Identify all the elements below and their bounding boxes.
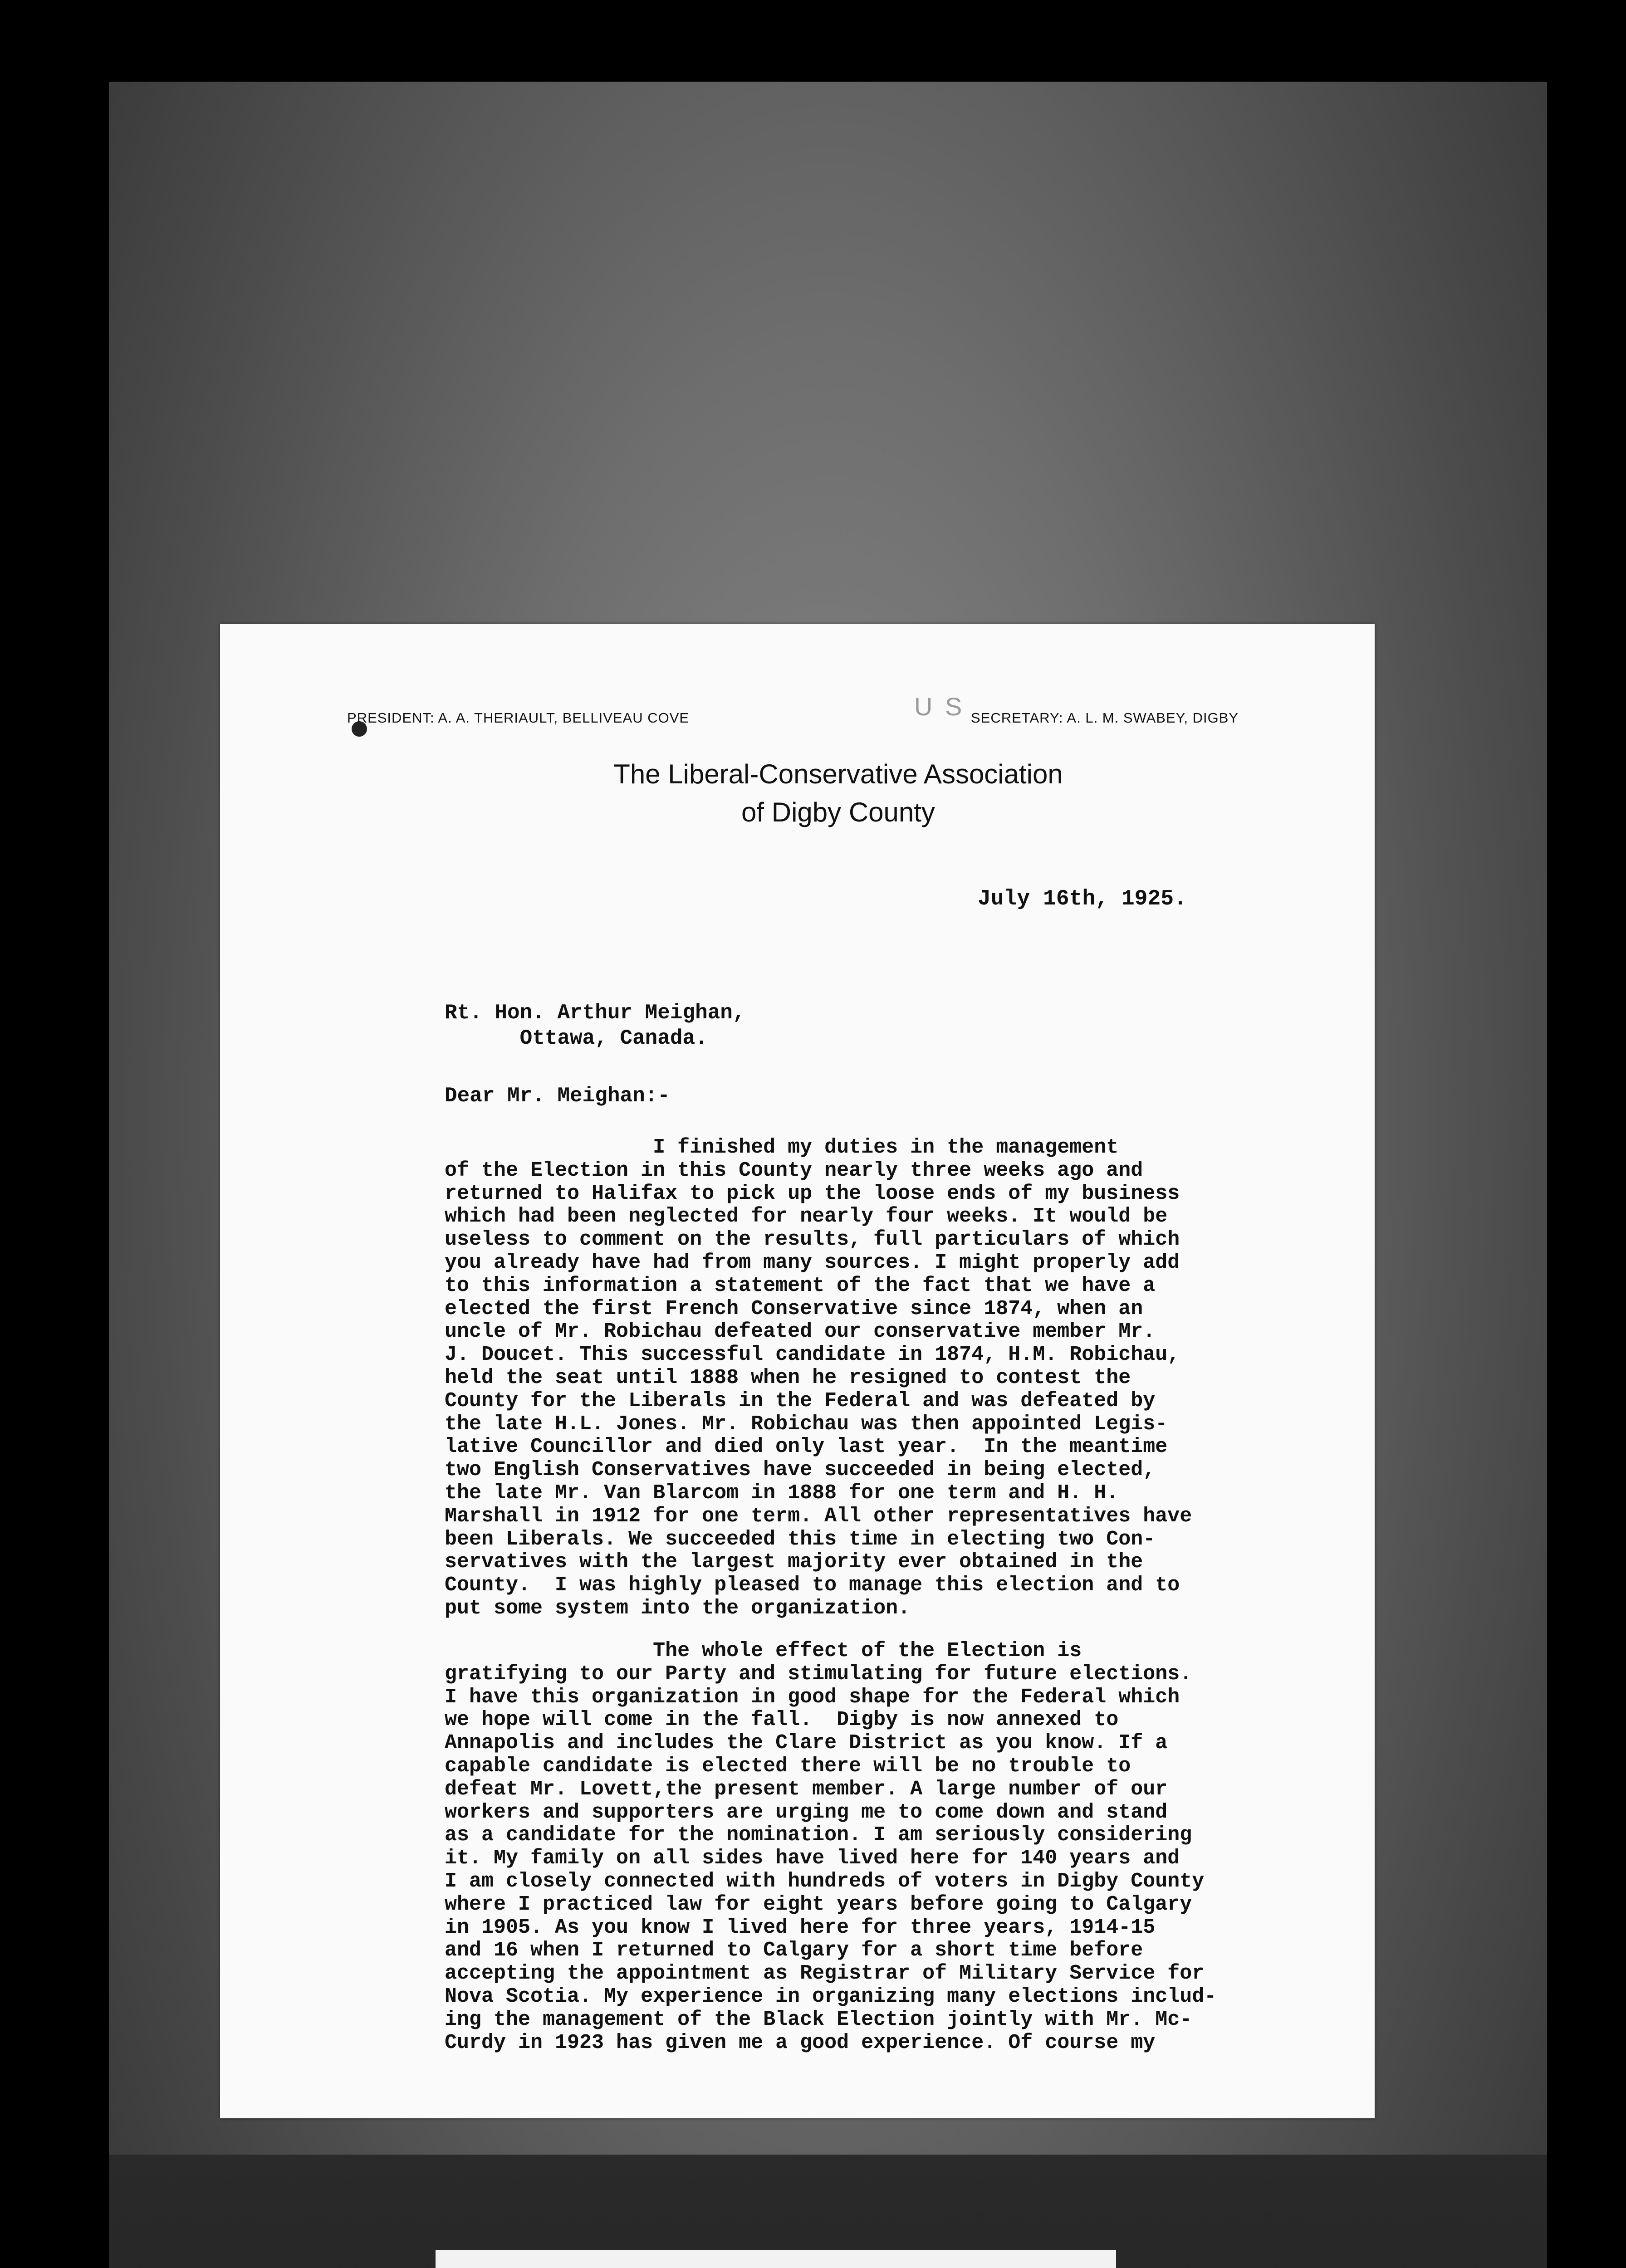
paragraph-1: I finished my duties in the management of the Election in this County nearly three weeks ago and returned to Halifax to pick up the loose ends of my business which had been neglected for nearly four weeks. It would be useless to comment on the results, full particulars of which you already have had from many sources. I might properly add to this information a statement of the fact that we have a elected the first French Conservative since 1874, when an uncle of Mr. Robichau defeated our conservative member Mr. J. Doucet. This successful candidate in 1874, H.M. Robichau, held the seat until 1888 when he resigned to contest the County for the Liberals in the Federal and was defeated by the late H.L. Jones. Mr. Robichau was then appointed Legis- lative Councillor and died only last year. In the meantime two English Conservatives have succeeded in being elected, the late Mr. Van Blarcom in 1888 for one term and H. H. Marshall in 1912 for one term. All other representatives have been Liberals. We succeeded this time in electing two Con- servatives with the largest majority ever obtained in the County. I was highly pleased to manage this election and to put some system into the organization.: [445, 1136, 1192, 1620]
letter-date: July 16th, 1925.: [978, 887, 1187, 911]
recipient-address: Rt. Hon. Arthur Meighan, Ottawa, Canada.: [445, 1001, 745, 1050]
faded-stamp: U S: [914, 692, 965, 721]
president-line: PRESIDENT: A. A. THERIAULT, BELLIVEAU COVE: [347, 710, 690, 726]
paragraph-2: The whole effect of the Election is gratifying to our Party and stimulating for future elections. I have this organization in good shape for the Federal which we hope will come in the fall. Digby is now annexed to Annapolis and includes the Clare District as you know. If a capable candidate is elected there will be no trouble to defeat Mr. Lovett,the present member. A large number of our workers and supporters are urging me to come down and stand as a candidate for the nomination. I am seriously considering it. My family on all sides have lived here for 140 years and I am closely connected with hundreds of voters in Digby County where I practiced law for eight years before going to Calgary in 1905. As you know I lived here for three years, 1914-15 and 16 when I returned to Calgary for a short time before accepting the appointment as Registrar of Military Service for Nova Scotia. My experience in organizing many elections includ- ing the management of the Black Election jointly with Mr. Mc- Curdy in 1923 has given me a good experience. Of course my: [445, 1639, 1217, 2054]
archive-reference-strip: [436, 2250, 1116, 2268]
association-subtitle: of Digby County: [741, 797, 935, 827]
association-title: The Liberal-Conservative Association: [613, 759, 1063, 789]
letter-page: [220, 624, 1375, 2118]
secretary-line: SECRETARY: A. L. M. SWABEY, DIGBY: [971, 710, 1239, 726]
salutation: Dear Mr. Meighan:-: [445, 1084, 670, 1108]
